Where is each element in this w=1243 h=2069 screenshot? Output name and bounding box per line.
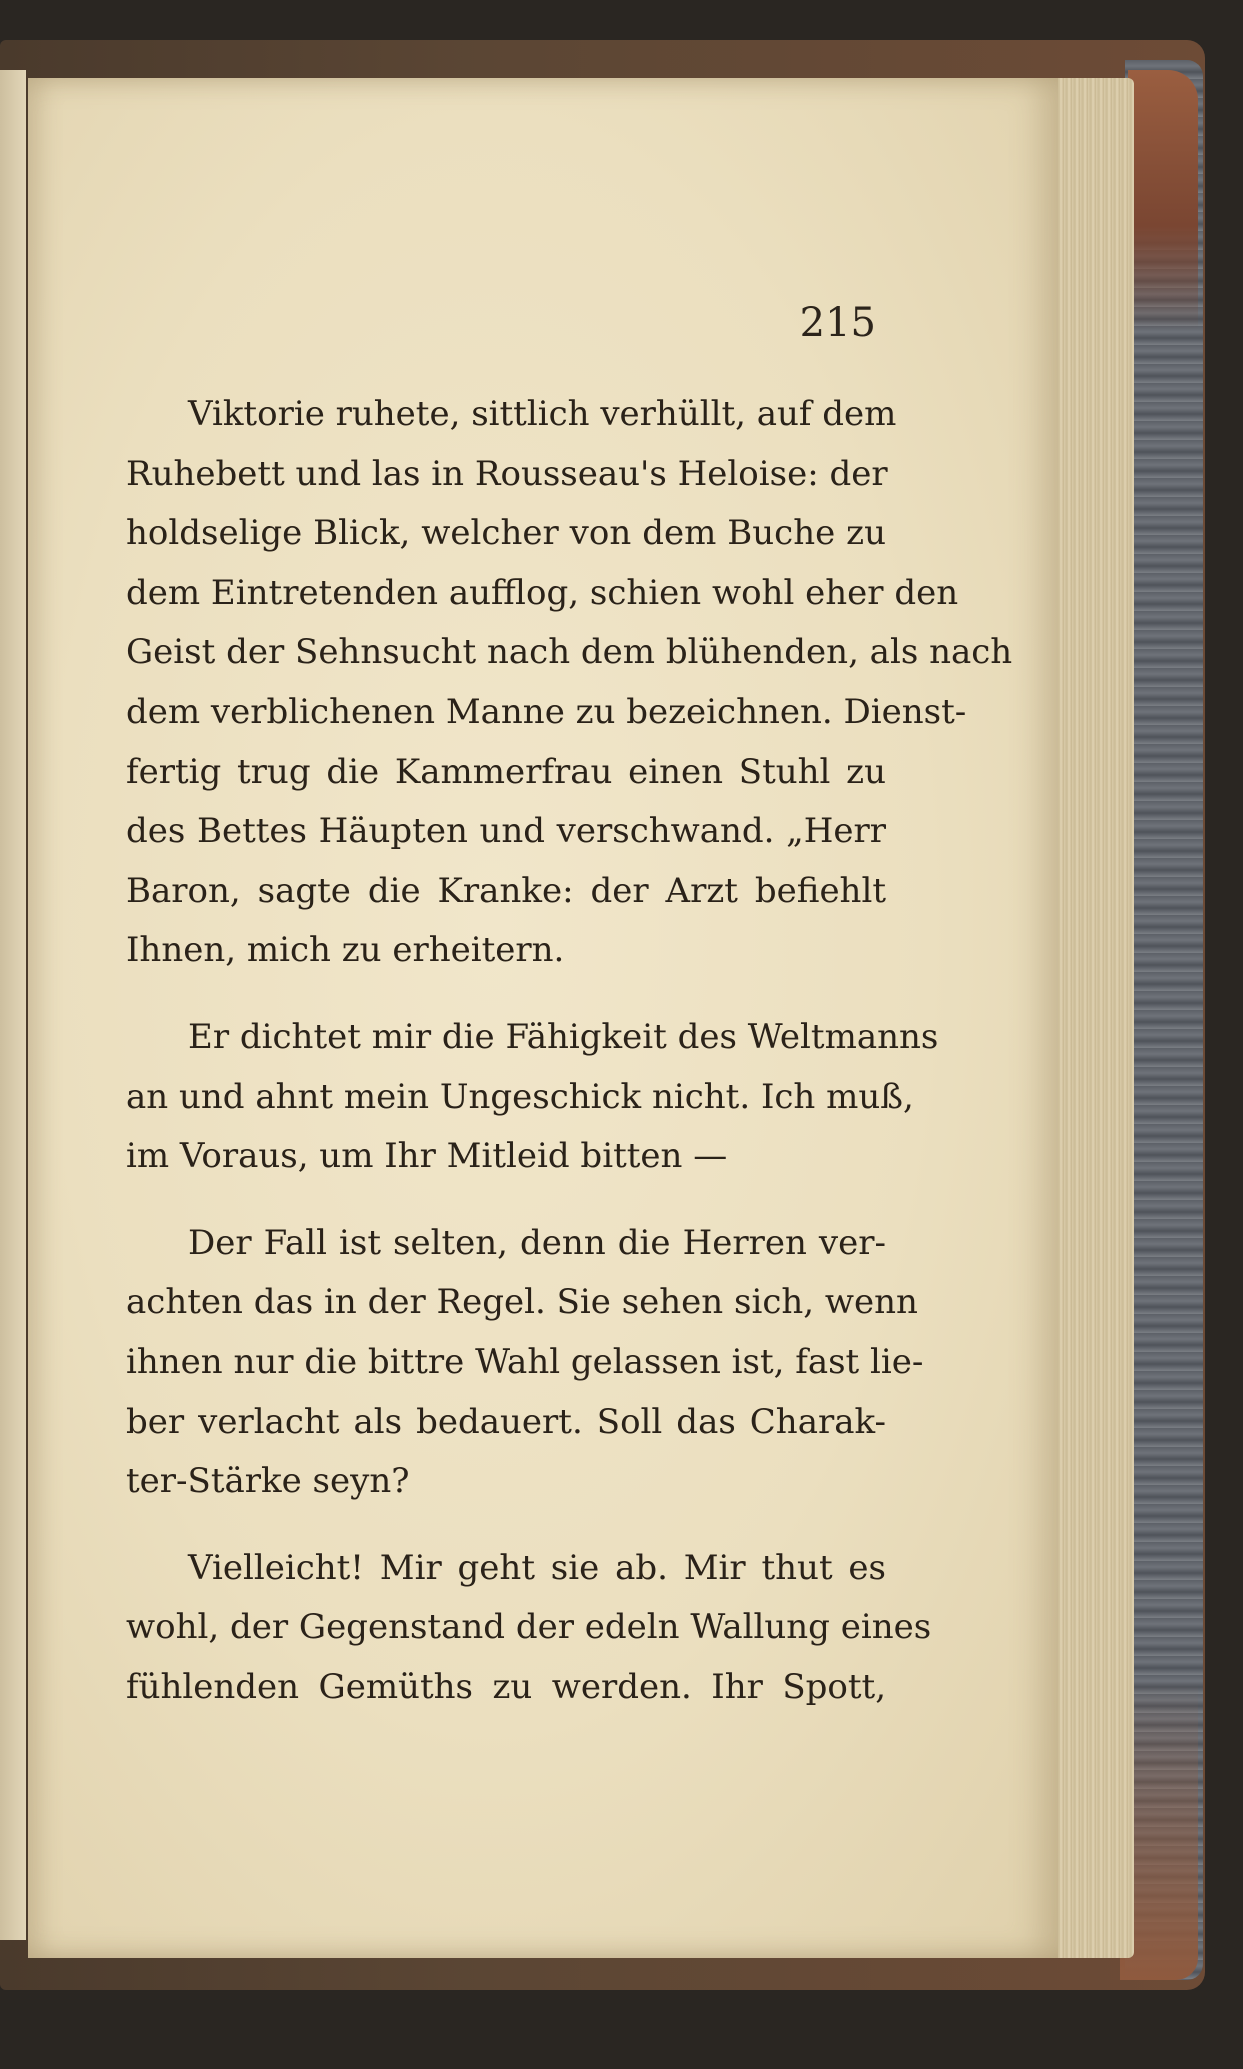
paragraph: [126, 1008, 939, 1187]
text-line: dem Eintretenden aufflog, schien wohl eher den: [126, 572, 959, 613]
text-line: Geist der Sehnsucht nach dem blühenden, als nach: [126, 632, 1013, 673]
paragraph: [126, 385, 1013, 981]
paragraph: [126, 1539, 932, 1718]
text-line: ber verlacht als bedauert. Soll das Charak-: [126, 1401, 886, 1442]
page-block-edge: [1048, 78, 1134, 1958]
text-line: Viktorie ruhete, sittlich verhüllt, auf dem: [188, 394, 897, 434]
text-line: Vielleicht! Mir geht sie ab. Mir thut es: [188, 1547, 886, 1588]
paragraph: [126, 1214, 924, 1512]
text-line: achten das in der Regel. Sie sehen sich, wenn: [126, 1282, 918, 1323]
text-line: ter-Stärke seyn?: [126, 1461, 410, 1502]
text-line: Ihnen, mich zu erheitern.: [126, 930, 565, 971]
text-line: fertig trug die Kammerfrau einen Stuhl zu: [126, 751, 886, 792]
page-number: 215: [799, 300, 876, 346]
text-line: des Bettes Häupten und verschwand. „Herr: [126, 811, 886, 852]
text-line: Der Fall ist selten, denn die Herren ver-: [188, 1222, 886, 1263]
text-line: fühlenden Gemüths zu werden. Ihr Spott,: [126, 1666, 886, 1707]
text-line: wohl, der Gegenstand der edeln Wallung eines: [126, 1607, 932, 1648]
text-line: dem verblichenen Manne zu bezeichnen. Dienst-: [126, 691, 967, 732]
facing-page-edge: [0, 70, 26, 1940]
page-text: [126, 385, 1013, 1717]
text-line: ihnen nur die bittre Wahl gelassen ist, fast lie-: [126, 1341, 924, 1382]
text-line: holdselige Blick, welcher von dem Buche zu: [126, 513, 886, 554]
text-line: Ruhebett und las in Rousseau's Heloise: der: [126, 453, 888, 494]
text-line: Er dichtet mir die Fähigkeit des Weltmanns: [188, 1016, 939, 1057]
text-line: im Voraus, um Ihr Mitleid bitten —: [126, 1136, 728, 1177]
text-line: Baron, sagte die Kranke: der Arzt befiehlt: [126, 870, 886, 911]
text-line: an und ahnt mein Ungeschick nicht. Ich muß,: [126, 1076, 914, 1117]
cover-wear-top: [1128, 70, 1198, 330]
